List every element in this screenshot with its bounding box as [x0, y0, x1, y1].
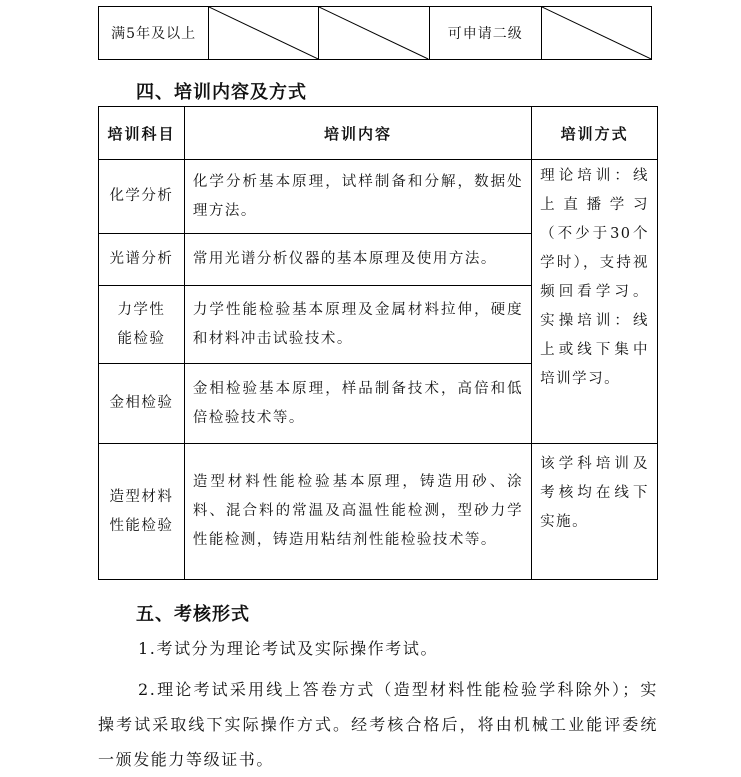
empty-cell [209, 7, 319, 60]
table-header-row [99, 107, 658, 160]
content-cell: 常用光谱分析仪器的基本原理及使用方法。 [184, 234, 531, 286]
empty-cell [541, 7, 651, 60]
method-cell: 该学科培训及考核均在线下实施。 [532, 444, 658, 580]
content-cell: 造型材料性能检验基本原理，铸造用砂、涂料、混合料的常温及高温性能检测，型砂力学性能检测，铸造用粘结剂性能检验技术等。 [184, 444, 531, 580]
header-method: 培训方式 [532, 107, 658, 160]
header-subject: 培训科目 [99, 107, 185, 160]
apply-level-cell: 可申请二级 [429, 7, 541, 60]
content-cell: 化学分析基本原理，试样制备和分解，数据处理方法。 [184, 160, 531, 234]
section4-heading: 四、培训内容及方式 [136, 82, 307, 103]
subject-cell: 化学分析 [99, 160, 185, 234]
subject-cell: 力学性能检验 [99, 286, 185, 364]
qualification-table-fragment [98, 6, 652, 60]
method-cell: 理论培训：线上直播学习（不少于30个学时），支持视频回看学习。实操培训：线上或线下集中培训学习。 [532, 160, 658, 444]
table-row [99, 160, 658, 234]
section5-heading: 五、考核形式 [136, 604, 250, 625]
paragraph-2: 2.理论考试采用线上答卷方式（造型材料性能检验学科除外）；实操考试采取线下实际操作方式。经考核合格后，将由机械工业能评委统一颁发能力等级证书。 [98, 680, 658, 769]
paragraph-1: 1.考试分为理论考试及实际操作考试。 [138, 639, 439, 658]
header-content: 培训内容 [184, 107, 531, 160]
empty-cell [319, 7, 429, 60]
subject-cell: 金相检验 [99, 364, 185, 444]
table-row [99, 444, 658, 580]
subject-cell: 光谱分析 [99, 234, 185, 286]
content-cell: 金相检验基本原理，样品制备技术，高倍和低倍检验技术等。 [184, 364, 531, 444]
training-table [98, 106, 658, 580]
content-cell: 力学性能检验基本原理及金属材料拉伸，硬度和材料冲击试验技术。 [184, 286, 531, 364]
years-cell: 满5年及以上 [99, 7, 209, 60]
subject-cell: 造型材料性能检验 [99, 444, 185, 580]
table-row [99, 7, 652, 60]
